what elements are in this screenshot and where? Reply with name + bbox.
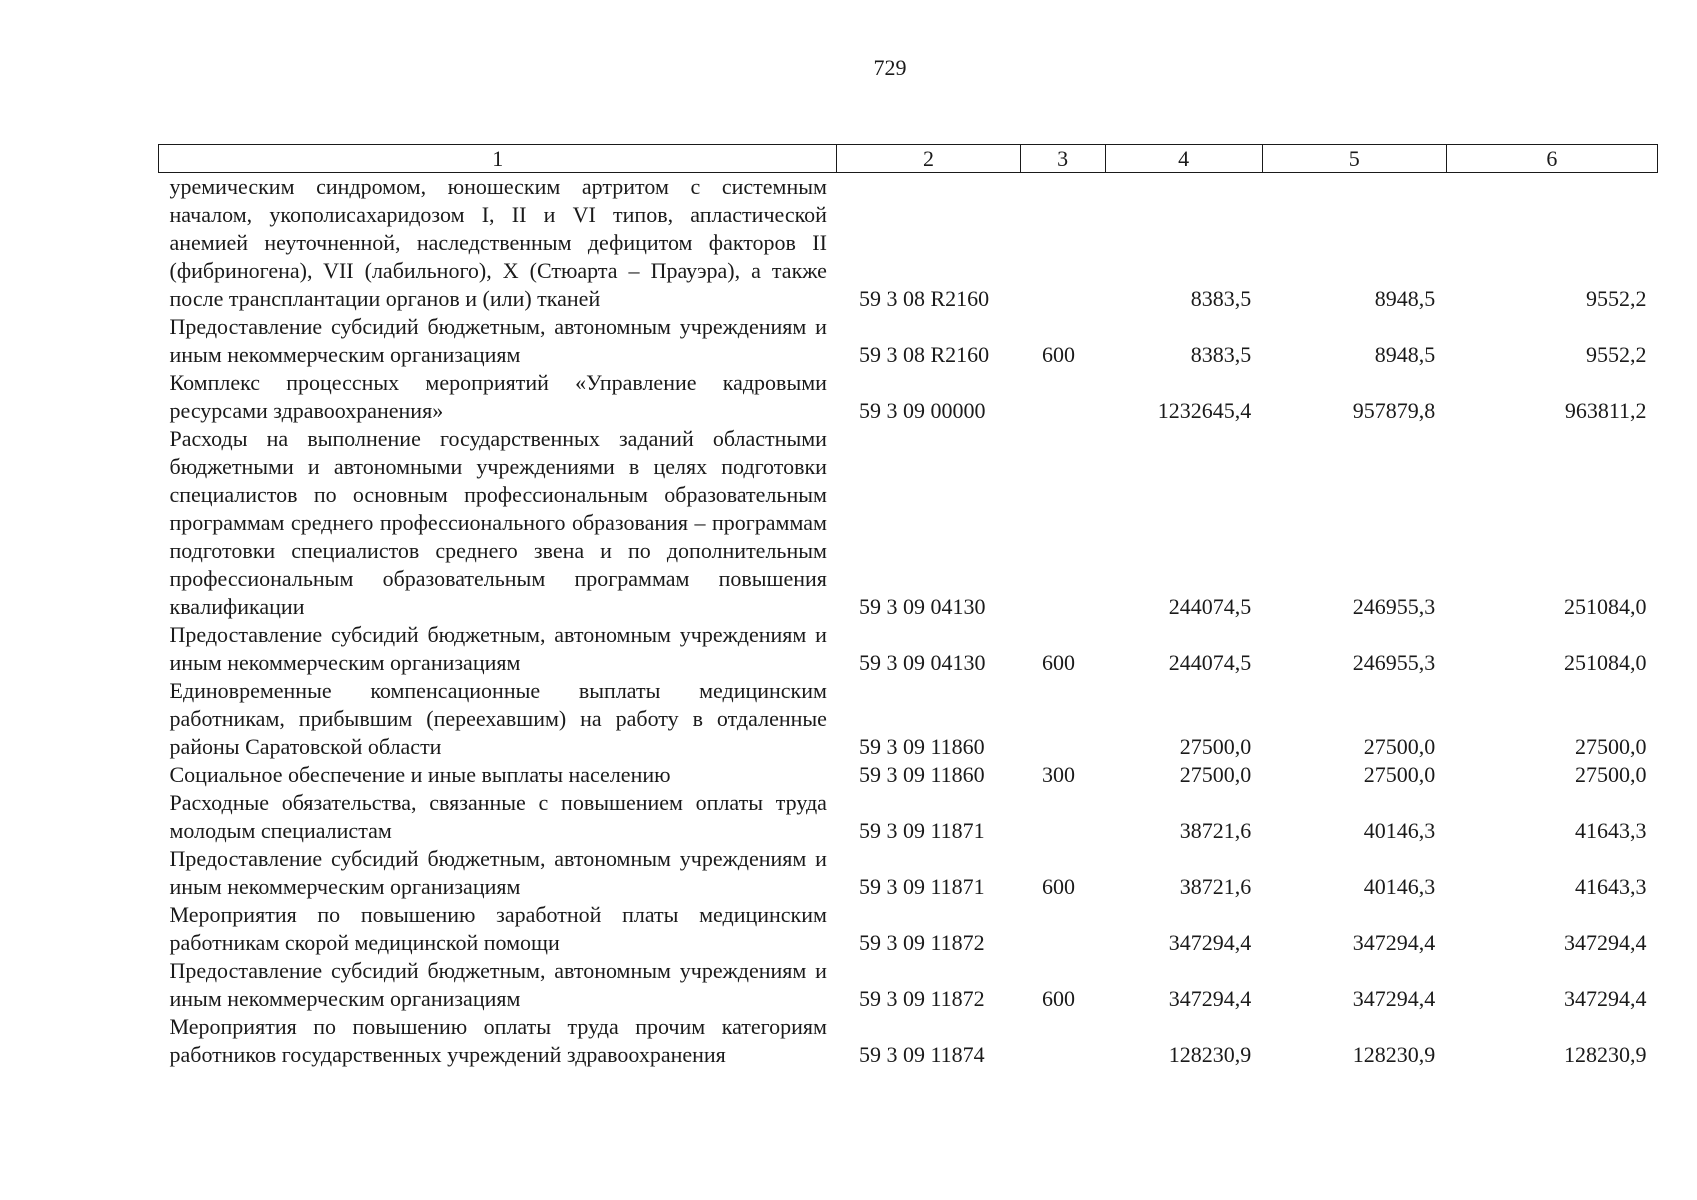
- row-expense-type: [1020, 901, 1105, 957]
- row-amount-col-6: 963811,2: [1564, 398, 1647, 423]
- row-amount-col-5: 246955,3: [1352, 650, 1436, 675]
- row-amount-col-6: 347294,4: [1564, 986, 1647, 1011]
- row-amount-col-6: 347294,4: [1564, 930, 1647, 955]
- row-target-code: 59 3 08 R2160: [858, 286, 990, 311]
- header-col-1: 1: [159, 145, 837, 173]
- row-amount-col-5: 957879,8: [1352, 398, 1436, 423]
- row-amount-col-6: 27500,0: [1575, 762, 1647, 787]
- row-description: Мероприятия по повышению оплаты труда прочим категориям работников государственных учреждений здравоохранения: [169, 1014, 827, 1067]
- row-amount-col-5: 128230,9: [1352, 1042, 1436, 1067]
- table-row: [159, 313, 1658, 369]
- header-col-3: 3: [1020, 145, 1105, 173]
- row-target-code: 59 3 09 11860: [858, 762, 985, 787]
- row-amount-col-4: 347294,4: [1168, 986, 1252, 1011]
- row-expense-type: [1020, 173, 1105, 314]
- table-row: [159, 621, 1658, 677]
- row-amount-col-5: 246955,3: [1352, 594, 1436, 619]
- row-expense-type: 600: [1042, 986, 1076, 1011]
- header-col-2: 2: [837, 145, 1020, 173]
- row-amount-col-6: 128230,9: [1564, 1042, 1647, 1067]
- row-amount-col-5: 27500,0: [1363, 762, 1436, 787]
- row-amount-col-4: 244074,5: [1168, 594, 1252, 619]
- table-row: [159, 173, 1658, 314]
- row-target-code: 59 3 09 11872: [858, 930, 985, 955]
- row-description: Предоставление субсидий бюджетным, автономным учреждениям и иным некоммерческим организациям: [169, 314, 827, 367]
- row-amount-col-4: 347294,4: [1168, 930, 1252, 955]
- row-expense-type: 600: [1042, 342, 1076, 367]
- row-amount-col-4: 27500,0: [1179, 734, 1252, 759]
- row-amount-col-6: 41643,3: [1575, 874, 1647, 899]
- row-amount-col-4: 38721,6: [1179, 874, 1252, 899]
- row-target-code: 59 3 09 11871: [858, 874, 985, 899]
- row-target-code: 59 3 09 11871: [858, 818, 985, 843]
- table-body: [159, 173, 1658, 1070]
- row-amount-col-4: 128230,9: [1168, 1042, 1252, 1067]
- row-description: Комплекс процессных мероприятий «Управление кадровыми ресурсами здравоохранения»: [169, 370, 827, 423]
- row-target-code: 59 3 09 11874: [858, 1042, 985, 1067]
- row-amount-col-5: 8948,5: [1374, 286, 1436, 311]
- table-row: [159, 845, 1658, 901]
- row-description: Предоставление субсидий бюджетным, автономным учреждениям и иным некоммерческим организациям: [169, 846, 827, 899]
- table-row: [159, 901, 1658, 957]
- row-amount-col-4: 27500,0: [1179, 762, 1252, 787]
- row-amount-col-5: 27500,0: [1363, 734, 1436, 759]
- row-amount-col-4: 8383,5: [1190, 286, 1252, 311]
- row-amount-col-6: 41643,3: [1575, 818, 1647, 843]
- row-amount-col-5: 347294,4: [1352, 930, 1436, 955]
- row-description: Единовременные компенсационные выплаты медицинским работникам, прибывшим (переехавшим) на работу в отдаленные районы Саратовской области: [169, 678, 827, 759]
- row-expense-type: [1020, 369, 1105, 425]
- row-expense-type: [1020, 789, 1105, 845]
- table-row: [159, 425, 1658, 621]
- row-expense-type: 600: [1042, 650, 1076, 675]
- header-row: [159, 145, 1658, 173]
- row-description: Расходы на выполнение государственных заданий областными бюджетными и автономными учреждениями в целях подготовки специалистов по основным профессиональным образовательным программам среднего профессионального образования – программам подготовки специалистов среднего звена и по дополнительным профессиональным образовательным программам повышения квалификации: [169, 426, 827, 619]
- table-row: [159, 761, 1658, 789]
- row-amount-col-6: 9552,2: [1586, 342, 1647, 367]
- row-amount-col-5: 8948,5: [1374, 342, 1436, 367]
- row-amount-col-5: 347294,4: [1352, 986, 1436, 1011]
- header-col-6: 6: [1446, 145, 1657, 173]
- row-description: Расходные обязательства, связанные с повышением оплаты труда молодым специалистам: [169, 790, 827, 843]
- row-target-code: 59 3 09 11860: [858, 734, 985, 759]
- row-amount-col-4: 244074,5: [1168, 650, 1252, 675]
- row-amount-col-6: 251084,0: [1564, 594, 1647, 619]
- table-row: [159, 1013, 1658, 1069]
- row-target-code: 59 3 09 00000: [858, 398, 986, 423]
- row-expense-type: [1020, 677, 1105, 761]
- row-amount-col-4: 38721,6: [1179, 818, 1252, 843]
- row-description: уремическим синдромом, юношеским артритом с системным началом, укополисахаридозом I, II и VI типов, апластической анемией неуточненной, наследственным дефицитом факторов II (фибриногена), VII (лабильного), X (Стюарта – Прауэра), а также после трансплантации органов и (или) тканей: [169, 174, 827, 311]
- row-description: Социальное обеспечение и иные выплаты населению: [169, 762, 671, 787]
- row-amount-col-6: 9552,2: [1586, 286, 1647, 311]
- row-amount-col-6: 27500,0: [1575, 734, 1647, 759]
- row-target-code: 59 3 09 04130: [858, 594, 986, 619]
- table-header: [159, 145, 1658, 173]
- row-amount-col-5: 40146,3: [1363, 874, 1436, 899]
- table-row: [159, 677, 1658, 761]
- table-row: [159, 369, 1658, 425]
- row-description: Предоставление субсидий бюджетным, автономным учреждениям и иным некоммерческим организациям: [169, 958, 827, 1011]
- row-amount-col-5: 40146,3: [1363, 818, 1436, 843]
- table-row: [159, 957, 1658, 1013]
- row-amount-col-6: 251084,0: [1564, 650, 1647, 675]
- row-description: Предоставление субсидий бюджетным, автономным учреждениям и иным некоммерческим организациям: [169, 622, 827, 675]
- header-col-5: 5: [1262, 145, 1446, 173]
- row-target-code: 59 3 09 04130: [858, 650, 986, 675]
- row-target-code: 59 3 08 R2160: [858, 342, 990, 367]
- row-expense-type: 600: [1042, 874, 1076, 899]
- page-number: 729: [873, 55, 907, 80]
- row-expense-type: [1020, 1013, 1105, 1069]
- row-amount-col-4: 8383,5: [1190, 342, 1252, 367]
- row-expense-type: 300: [1042, 762, 1076, 787]
- table-row: [159, 789, 1658, 845]
- row-description: Мероприятия по повышению заработной платы медицинским работникам скорой медицинской помощи: [169, 902, 827, 955]
- header-col-4: 4: [1105, 145, 1262, 173]
- row-target-code: 59 3 09 11872: [858, 986, 985, 1011]
- budget-table: [158, 144, 1658, 1069]
- row-expense-type: [1020, 425, 1105, 621]
- row-amount-col-4: 1232645,4: [1157, 398, 1252, 423]
